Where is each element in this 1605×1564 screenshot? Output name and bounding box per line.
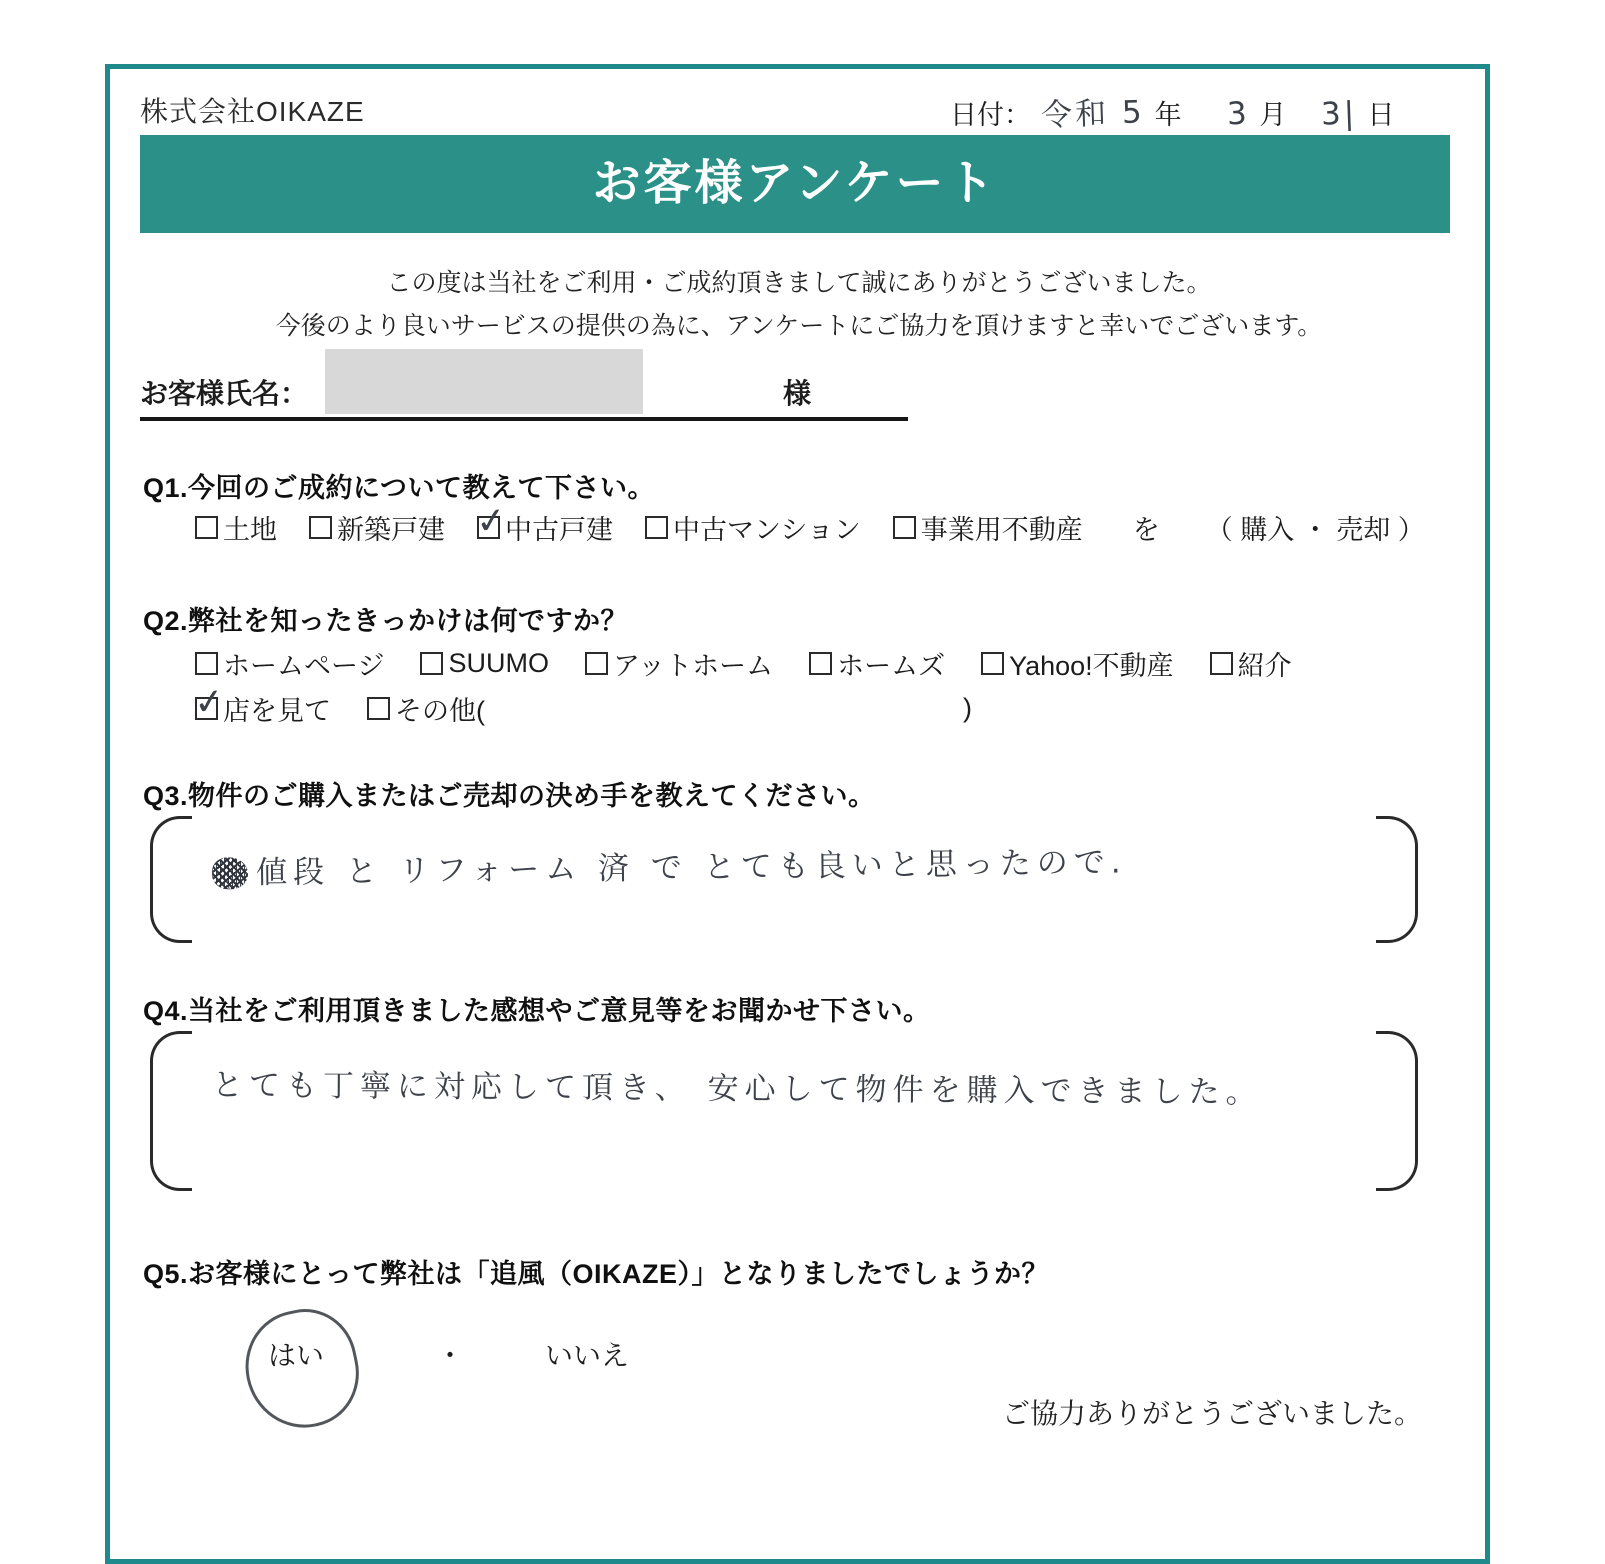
date-year-unit: 年 — [1154, 100, 1182, 130]
q5-heading: Q5.お客様にとって弊社は「追風（OIKAZE）」となりましたでしょうか？ — [143, 1259, 1049, 1289]
company-name: 株式会社OIKAZE — [140, 96, 365, 127]
q4-left-bracket — [150, 1031, 192, 1191]
q4-answer-text: とても丁寧に対応して頂き、 安心して物件を購入できました。 — [211, 1067, 1263, 1111]
date-label: 日付： — [950, 100, 1031, 130]
customer-name-label: お客様氏名： — [140, 378, 309, 409]
q1-checkbox-shinchiku — [309, 516, 332, 539]
q1-checkbox-chuko-kodate-checked — [477, 516, 500, 539]
q2-option-label: アットホーム — [612, 651, 774, 681]
date-field — [950, 88, 1394, 133]
q5-option-no: いいえ — [545, 1340, 630, 1371]
date-month-unit: 月 — [1259, 100, 1287, 130]
q4-handwritten-answer — [212, 1059, 1263, 1111]
q1-option-label: 中古マンション — [673, 515, 861, 545]
q2-option-homepage — [195, 644, 384, 683]
q3-handwritten-answer — [212, 836, 1127, 892]
q2-option-mise-wo-mite — [195, 689, 331, 728]
q2-checkbox-homes — [809, 652, 832, 675]
q2-option-label: その他( — [395, 696, 485, 726]
q2-checkbox-athome — [585, 652, 608, 675]
intro-line-2: 今後のより良いサービスの提供の為に、アンケートにご協力を頂けますと幸いでございます。 — [275, 312, 1323, 340]
q2-option-label: 紹介 — [1237, 651, 1292, 681]
q2-option-label: SUUMO — [448, 648, 549, 678]
page-title: お客様アンケート — [592, 157, 998, 210]
q4-answer-area — [150, 1031, 1418, 1191]
q2-checkbox-mise-wo-mite-checked — [195, 697, 218, 720]
q4-right-bracket — [1376, 1031, 1418, 1191]
q2-heading: Q2.弊社を知ったきっかけは何ですか？ — [143, 606, 629, 636]
q3-answer-text: 値段 と リフォーム 済 で とても良いと思ったので. — [255, 844, 1127, 892]
q2-option-homes — [809, 644, 945, 683]
q1-purchase-or-sell: （ 購入 ・ 売却 ） — [1205, 515, 1425, 545]
q2-option-suumo — [420, 648, 549, 679]
q5-option-yes: はい — [268, 1340, 325, 1371]
q1-option-tochi — [195, 508, 277, 547]
q2-options-row-1 — [195, 644, 1292, 683]
q2-checkbox-homepage — [195, 652, 218, 675]
q3-heading: Q3.物件のご購入またはご売却の決め手を教えてください。 — [143, 781, 876, 811]
q1-checkbox-chuko-mansion — [645, 516, 668, 539]
q1-option-label: 土地 — [223, 515, 277, 545]
q3-right-bracket — [1376, 816, 1418, 943]
q2-option-shokai — [1210, 644, 1292, 683]
q3-answer-area — [150, 816, 1418, 943]
q2-checkbox-sonota — [367, 697, 390, 720]
q3-scribbled-out-text — [212, 857, 248, 889]
q2-checkbox-suumo — [420, 652, 443, 675]
q1-options-row — [195, 508, 1425, 547]
q1-heading: Q1.今回のご成約について教えて下さい。 — [143, 473, 655, 503]
q2-checkbox-yahoo — [981, 652, 1004, 675]
q2-option-label: Yahoo!不動産 — [1009, 651, 1174, 681]
q2-option-label: ホームページ — [223, 651, 385, 681]
date-month-handwritten: 3 — [1225, 95, 1250, 133]
q5-option-separator: ・ — [436, 1340, 465, 1371]
date-day-unit: 日 — [1367, 100, 1395, 130]
q1-option-label: 中古戸建 — [505, 515, 613, 545]
q2-option-athome — [585, 644, 773, 683]
date-day-handwritten: 3| — [1320, 95, 1359, 133]
q1-particle: を — [1132, 515, 1160, 545]
q1-checkbox-jigyoyo — [893, 516, 916, 539]
q1-option-label: 新築戸建 — [337, 515, 445, 545]
q2-options-row-2 — [195, 689, 972, 728]
closing-thanks: ご協力ありがとうございました。 — [1001, 1398, 1422, 1429]
q2-option-yahoo — [981, 644, 1174, 683]
q2-option-label: ホームズ — [837, 651, 946, 681]
q3-left-bracket — [150, 816, 192, 943]
q1-option-label: 事業用不動産 — [920, 515, 1083, 545]
q2-option-label: 店を見て — [223, 696, 331, 726]
q1-checkbox-tochi — [195, 516, 218, 539]
q2-option-sonota — [367, 689, 972, 728]
customer-name-redaction-box — [325, 349, 643, 414]
q4-heading: Q4.当社をご利用頂きました感想やご意見等をお聞かせ下さい。 — [143, 996, 931, 1026]
q1-option-jigyoyo — [893, 508, 1083, 547]
q1-option-shinchiku — [309, 508, 445, 547]
customer-name-honorific: 様 — [783, 378, 812, 409]
q1-option-chuko-kodate — [477, 508, 613, 547]
customer-name-underline — [140, 417, 908, 421]
q2-checkbox-shokai — [1210, 652, 1233, 675]
intro-line-1: この度は当社をご利用・ご成約頂きまして誠にありがとうございました。 — [386, 269, 1212, 297]
q2-sonota-close-paren: ) — [963, 693, 972, 723]
q1-option-chuko-mansion — [645, 508, 861, 547]
date-era-year-handwritten: 令和 5 — [1040, 94, 1146, 134]
title-banner — [140, 135, 1450, 233]
